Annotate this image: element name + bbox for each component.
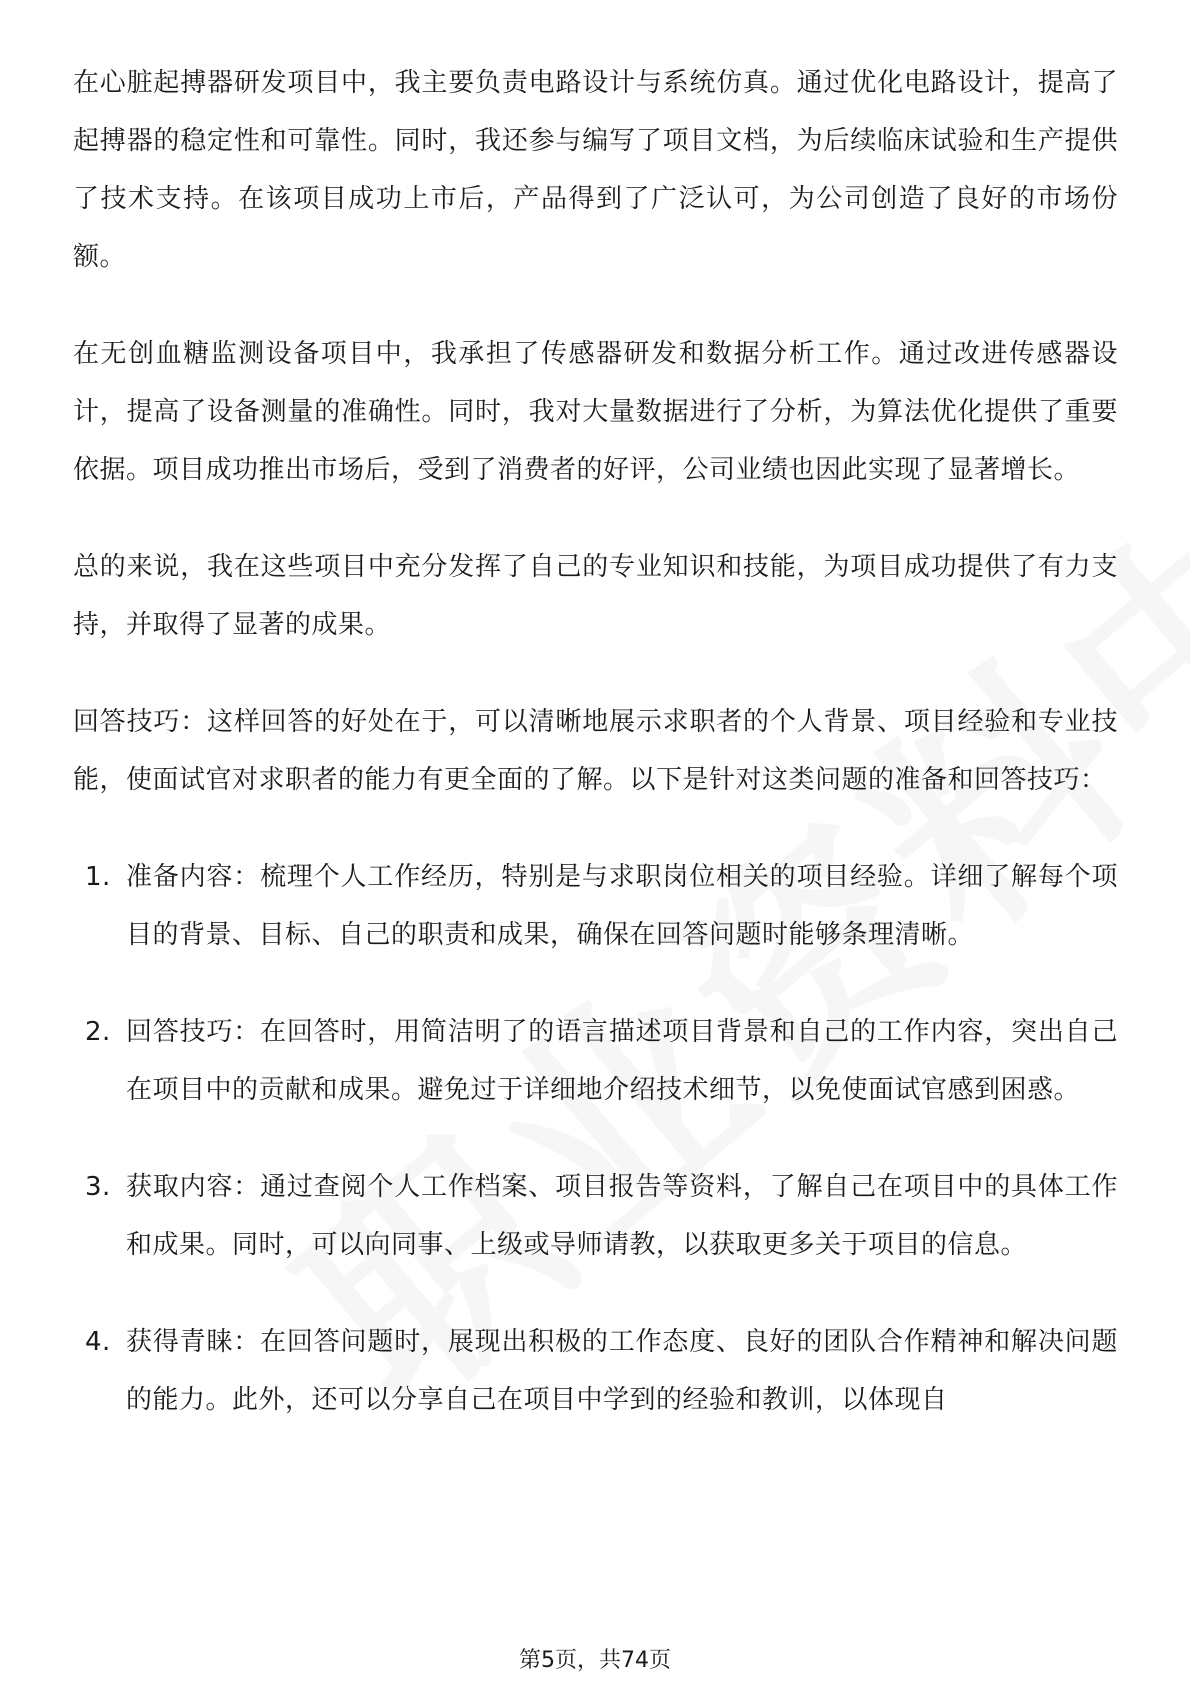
paragraph-summary: 总的来说，我在这些项目中充分发挥了自己的专业知识和技能，为项目成功提供了有力支持，并取得了显著的成果。 [73,552,1118,640]
list-item-number: 3. [85,1172,111,1202]
paragraph-glucose-project: 在无创血糖监测设备项目中，我承担了传感器研发和数据分析工作。通过改进传感器设计，提高了设备测量的准确性。同时，我对大量数据进行了分析，为算法优化提供了重要依据。项目成功推出市场后，受到了消费者的好评，公司业绩也因此实现了显著增长。 [73,339,1118,485]
list-item-number: 1. [85,862,111,892]
list-item [73,1003,1118,1119]
list-item-text: 准备内容：梳理个人工作经历，特别是与求职岗位相关的项目经验。详细了解每个项目的背景、目标、自己的职责和成果，确保在回答问题时能够条理清晰。 [126,862,1118,950]
list-item-number: 4. [85,1327,111,1357]
list-item [73,1158,1118,1274]
page-number-footer: 第5页，共74页 [519,1648,671,1673]
paragraph-answer-tips: 回答技巧：这样回答的好处在于，可以清晰地展示求职者的个人背景、项目经验和专业技能，使面试官对求职者的能力有更全面的了解。以下是针对这类问题的准备和回答技巧： [73,707,1118,795]
tips-list [73,848,1118,1429]
list-item-text: 获得青睐：在回答问题时，展现出积极的工作态度、良好的团队合作精神和解决问题的能力。此外，还可以分享自己在项目中学到的经验和教训，以体现自 [126,1327,1118,1415]
list-item [73,848,1118,964]
page-content [73,54,1118,1468]
list-item-text: 获取内容：通过查阅个人工作档案、项目报告等资料，了解自己在项目中的具体工作和成果。同时，可以向同事、上级或导师请教，以获取更多关于项目的信息。 [126,1172,1118,1260]
paragraph-pacemaker-project: 在心脏起搏器研发项目中，我主要负责电路设计与系统仿真。通过优化电路设计，提高了起搏器的稳定性和可靠性。同时，我还参与编写了项目文档，为后续临床试验和生产提供了技术支持。在该项目成功上市后，产品得到了广泛认可，为公司创造了良好的市场份额。 [73,68,1118,272]
list-item [73,1313,1118,1429]
list-item-text: 回答技巧：在回答时，用简洁明了的语言描述项目背景和自己的工作内容，突出自己在项目中的贡献和成果。避免过于详细地介绍技术细节，以免使面试官感到困惑。 [126,1017,1118,1105]
list-item-number: 2. [85,1017,111,1047]
